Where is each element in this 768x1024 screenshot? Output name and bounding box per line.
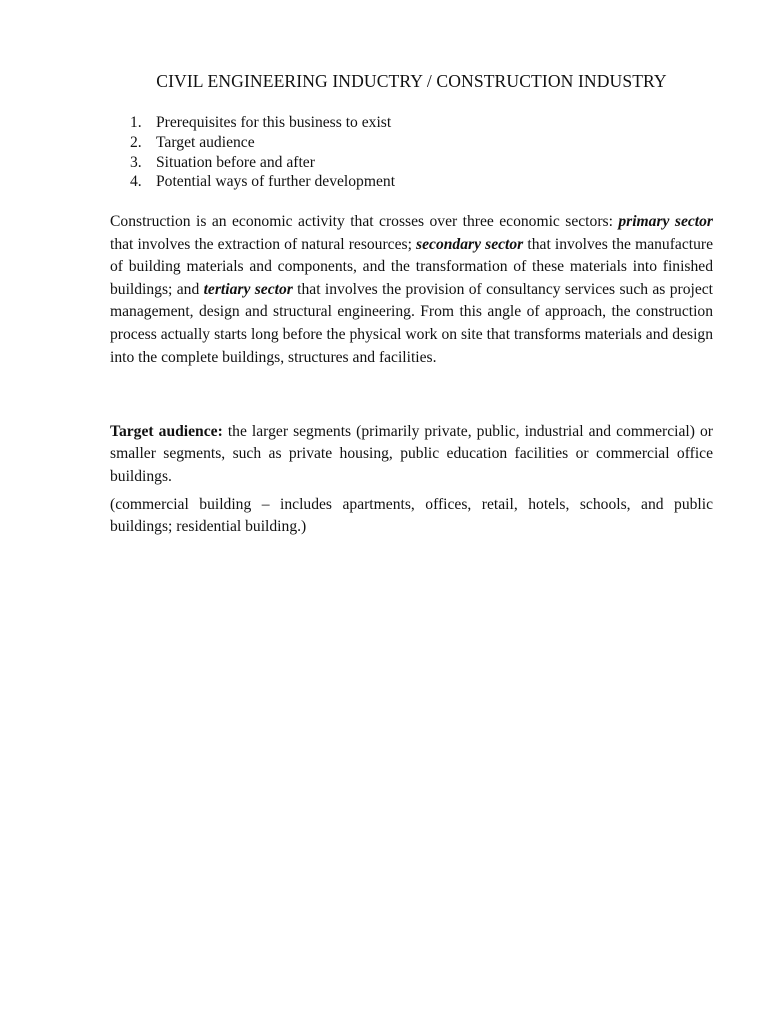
list-item-text: Target audience	[156, 133, 255, 151]
list-item-number: 3.	[130, 153, 142, 171]
paragraph-text: the larger segments (primarily private, public, industrial and commercial) or smaller segments, such as private housing, public education facilities or commercial office buildings.	[110, 423, 713, 485]
commercial-building-note: (commercial building – includes apartments, offices, retail, hotels, schools, and public buildings; residential building.)	[110, 496, 713, 536]
list-item-text: Potential ways of further development	[156, 173, 396, 191]
primary-sector-term: primary sector	[618, 213, 713, 230]
construction-paragraph	[110, 211, 713, 369]
list-item-number: 4.	[130, 173, 142, 191]
list-item	[130, 133, 395, 153]
list-item-text: Prerequisites for this business to exist	[156, 114, 392, 131]
target-audience-label: Target audience:	[110, 423, 223, 440]
list-item-number: 2.	[130, 133, 142, 151]
paragraph-text: that involves the provision of consultancy services such as project management, design and structural engineering. From this angle of approach, the construction process actually starts long before the physical work on site that transforms materials and design into the complete buildings, structures and facilities.	[110, 280, 714, 366]
list-item-text: Situation before and after	[156, 153, 315, 171]
topics-list	[130, 113, 395, 192]
paragraph-text: Construction is an economic activity that crosses over three economic sectors:	[110, 213, 619, 230]
document-title: CIVIL ENGINEERING INDUCTRY / CONSTRUCTION INDUSTRY	[156, 71, 667, 91]
list-item	[130, 153, 395, 173]
paragraph-text: that involves the extraction of natural resources;	[110, 235, 417, 253]
list-item-number: 1.	[130, 114, 142, 131]
secondary-sector-term: secondary sector	[416, 235, 524, 253]
target-audience-paragraph	[110, 421, 713, 488]
paragraph-text: that involves the manufacture of building materials and components, and the transformation of these materials into finished buildings; and	[110, 235, 713, 298]
list-item	[130, 113, 395, 133]
tertiary-sector-term: tertiary sector	[203, 280, 293, 298]
list-item	[130, 172, 395, 192]
